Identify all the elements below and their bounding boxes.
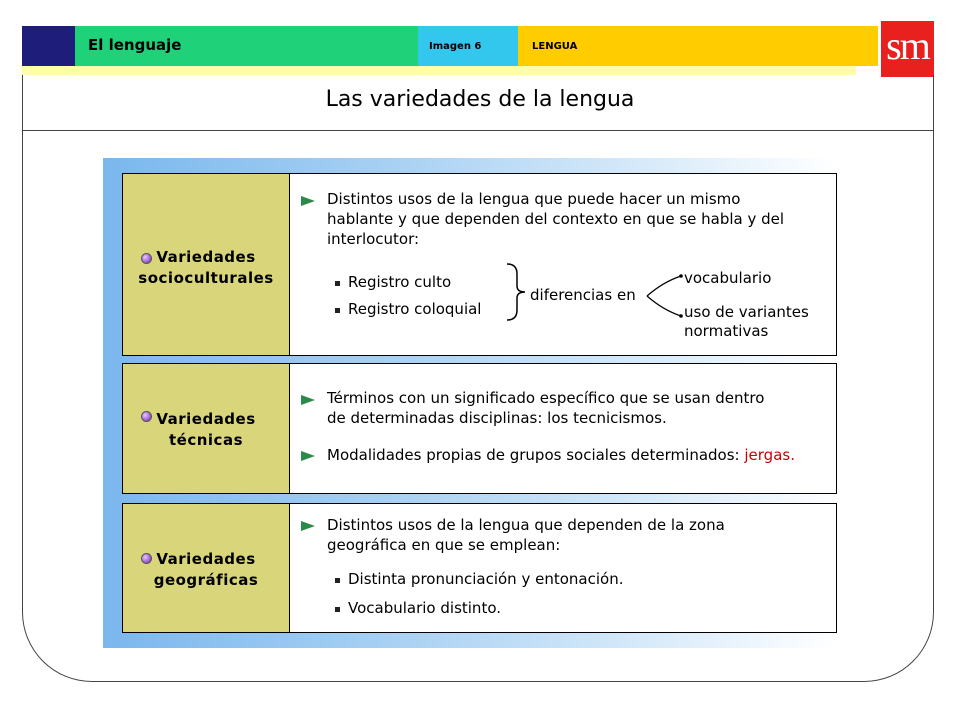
- arrow-bullet-icon: [301, 521, 315, 531]
- square-bullet-icon: [335, 607, 340, 612]
- description-line: Distintos usos de la lengua que puede hacer un mismo: [327, 190, 741, 208]
- card-label-line1: Variedades: [156, 248, 256, 266]
- header-underline-bar: [22, 66, 856, 75]
- card-label-line2: socioculturales: [138, 269, 274, 287]
- point-line: Términos con un significado específico que se usan dentro: [327, 389, 765, 407]
- header-image-label: Imagen 6: [429, 41, 482, 52]
- description-line: geográfica en que se emplean:: [327, 536, 561, 554]
- card-geograficas: [122, 503, 837, 633]
- register-item: Registro culto: [348, 273, 452, 291]
- header-bar: [22, 26, 934, 66]
- card-label-area: [123, 364, 290, 493]
- card-socioculturales: [122, 173, 837, 356]
- square-bullet-icon: [335, 578, 340, 583]
- branch-arrows-icon: [645, 270, 685, 318]
- curly-brace-icon: [503, 262, 529, 322]
- point-line: de determinadas disciplinas: los tecnicismos.: [327, 409, 667, 427]
- arrow-bullet-icon: [301, 196, 315, 206]
- register-item: Registro coloquial: [348, 300, 482, 318]
- geo-item: Distinta pronunciación y entonación.: [348, 570, 624, 588]
- jergas-highlight: jergas.: [744, 446, 795, 464]
- description-line: hablante y que dependen del contexto en que se habla y del: [327, 210, 785, 228]
- difference-item: normativas: [684, 322, 769, 340]
- difference-item: vocabulario: [684, 269, 772, 287]
- point-text: Modalidades propias de grupos sociales determinados:: [327, 446, 745, 464]
- description-line: interlocutor:: [327, 230, 420, 248]
- geo-item: Vocabulario distinto.: [348, 599, 502, 617]
- card-label-line1: Variedades: [156, 550, 256, 568]
- header-subject-label: LENGUA: [532, 41, 578, 52]
- card-label-area: [123, 504, 290, 632]
- card-label-line2: técnicas: [169, 431, 243, 449]
- page-title: Las variedades de la lengua: [325, 87, 635, 112]
- header-section-title: El lenguaje: [88, 36, 182, 54]
- title-divider: [22, 130, 933, 131]
- header-navy-block: [22, 26, 75, 66]
- difference-item: uso de variantes: [684, 303, 809, 321]
- card-tecnicas: [122, 363, 837, 494]
- square-bullet-icon: [335, 281, 340, 286]
- arrow-bullet-icon: [301, 395, 315, 405]
- description-line: Distintos usos de la lengua que dependen de la zona: [327, 516, 725, 534]
- square-bullet-icon: [335, 308, 340, 313]
- point-line: [327, 447, 795, 464]
- card-label-area: [123, 174, 290, 355]
- card-label-line1: Variedades: [156, 410, 256, 428]
- card-label-line2: geográficas: [153, 571, 259, 589]
- arrow-bullet-icon: [301, 451, 315, 461]
- differences-label: diferencias en: [530, 286, 636, 304]
- sm-logo: sm: [881, 21, 934, 77]
